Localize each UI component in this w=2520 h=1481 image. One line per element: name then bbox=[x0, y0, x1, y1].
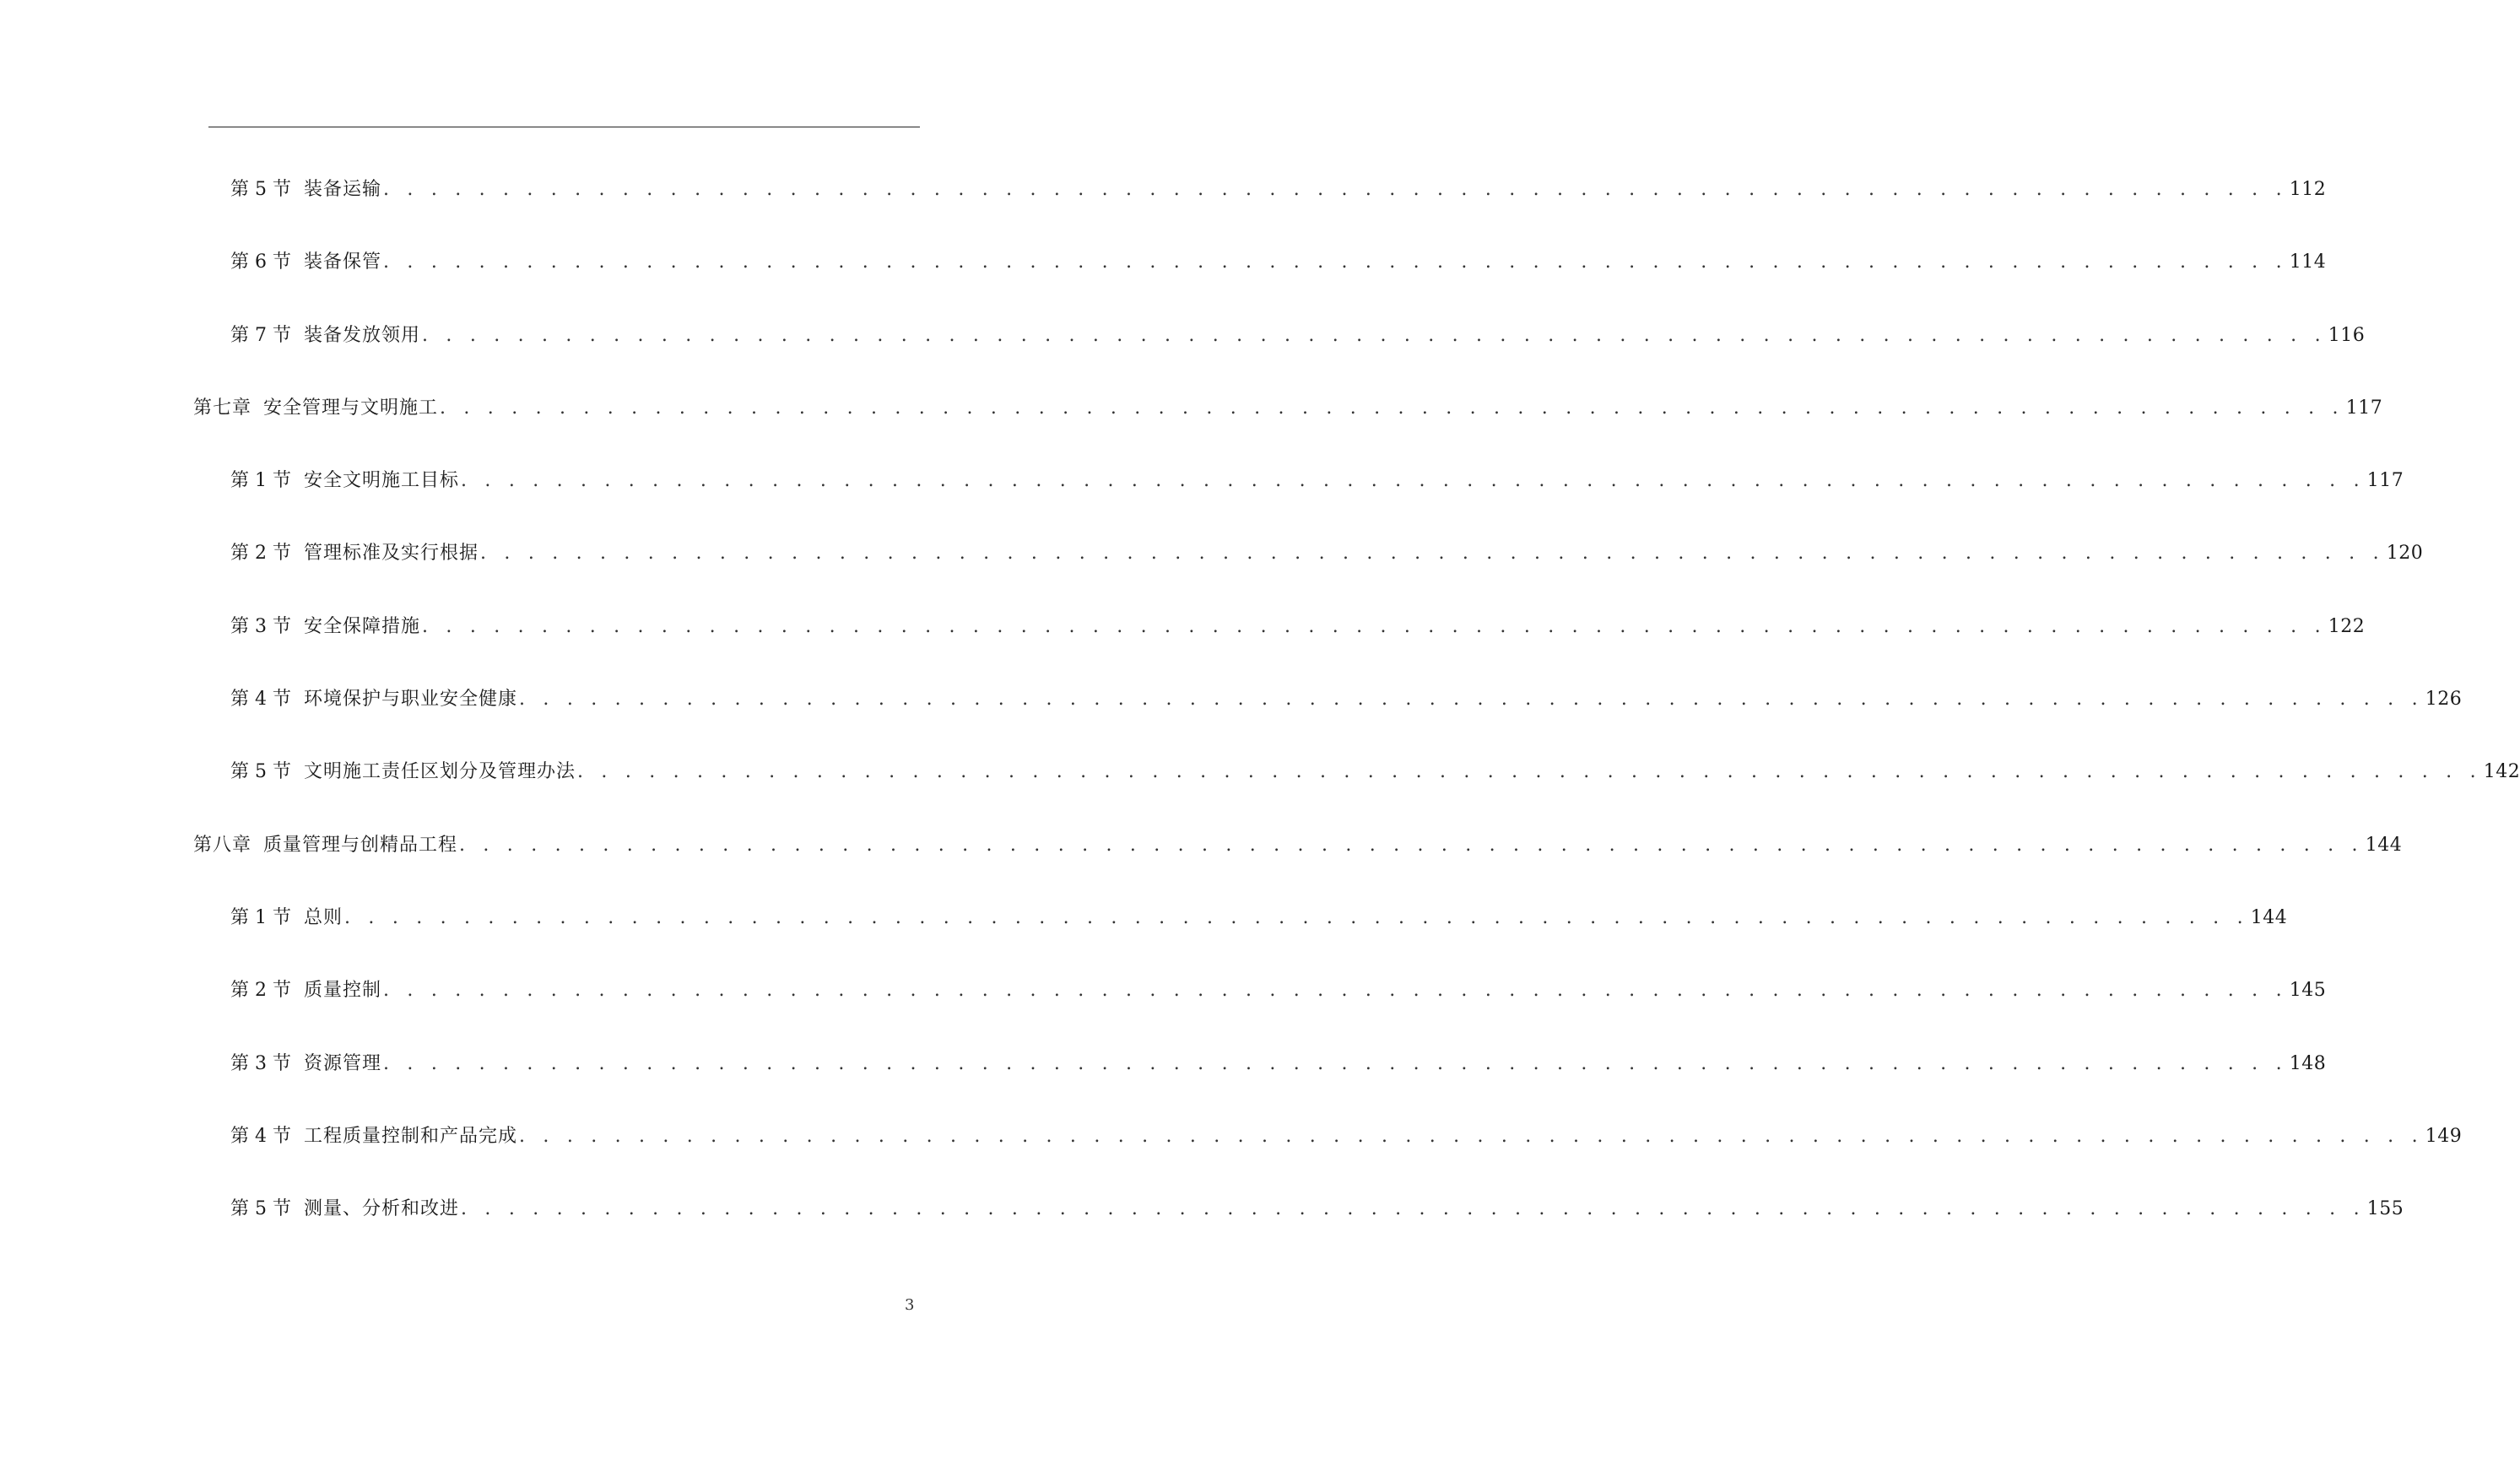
section-number: 3 bbox=[255, 1052, 268, 1074]
toc-page-number: 149 bbox=[2425, 1125, 2463, 1147]
section-prefix: 第 bbox=[230, 470, 251, 492]
toc-entry-title: 质量控制 bbox=[304, 980, 382, 1002]
toc-chapter-entry[interactable] bbox=[0, 831, 2403, 904]
toc-entry-title: 环境保护与职业安全健康 bbox=[304, 689, 518, 711]
toc-entry-title: 安全保障措施 bbox=[304, 615, 421, 637]
section-number: 7 bbox=[255, 324, 268, 346]
section-number: 2 bbox=[255, 543, 268, 565]
section-prefix: 第 bbox=[230, 1125, 251, 1147]
toc-entry-label bbox=[230, 613, 420, 641]
toc-page-number: 117 bbox=[2366, 470, 2404, 492]
dot-leader: . . . . . . . . . . . . . . . . . . . . . . . . . . . . . . . . . . . . . . . . . . . . . . . . . . . . . . . . . . . . . . . . . . . . . . . . . . . . . . . . bbox=[577, 761, 2482, 783]
toc-entry-label bbox=[230, 467, 459, 495]
toc-section-entry[interactable] bbox=[0, 613, 2366, 685]
toc-entry-title: 装备运输 bbox=[304, 179, 382, 200]
toc-page-number: 144 bbox=[2365, 834, 2403, 856]
section-suffix: 节 bbox=[273, 1198, 293, 1220]
dot-leader: . . . . . . . . . . . . . . . . . . . . . . . . . . . . . . . . . . . . . . . . . . . . . . . . . . . . . . . . . . . . . . . . . . . . . . . . . . . . . . . . bbox=[461, 1198, 2366, 1220]
section-number: 3 bbox=[255, 615, 268, 637]
section-prefix: 第 bbox=[230, 906, 251, 928]
section-suffix: 节 bbox=[273, 1125, 293, 1147]
toc-entry-title: 质量管理与创精品工程 bbox=[263, 834, 458, 856]
toc-section-entry[interactable] bbox=[0, 1050, 2327, 1122]
dot-leader: . . . . . . . . . . . . . . . . . . . . . . . . . . . . . . . . . . . . . . . . . . . . . . . . . . . . . . . . . . . . . . . . . . . . . . . . . . . . . . . . bbox=[383, 980, 2288, 1002]
toc-section-entry[interactable] bbox=[0, 976, 2327, 1049]
section-suffix: 节 bbox=[273, 689, 293, 711]
dot-leader: . . . . . . . . . . . . . . . . . . . . . . . . . . . . . . . . . . . . . . . . . . . . . . . . . . . . . . . . . . . . . . . . . . . . . . . . . . . . . . . . bbox=[480, 543, 2385, 565]
toc-section-entry[interactable] bbox=[0, 685, 2463, 758]
dot-leader: . . . . . . . . . . . . . . . . . . . . . . . . . . . . . . . . . . . . . . . . . . . . . . . . . . . . . . . . . . . . . . . . . . . . . . . . . . . . . . . . bbox=[422, 615, 2327, 637]
toc-page-number: 126 bbox=[2425, 689, 2463, 711]
section-prefix: 第 bbox=[230, 1198, 251, 1220]
toc-entry-label bbox=[230, 248, 381, 277]
dot-leader: . . . . . . . . . . . . . . . . . . . . . . . . . . . . . . . . . . . . . . . . . . . . . . . . . . . . . . . . . . . . . . . . . . . . . . . . . . . . . . . . bbox=[422, 324, 2327, 346]
toc-entry-label bbox=[230, 322, 420, 350]
toc-page-number: 120 bbox=[2386, 543, 2424, 565]
toc-page-number: 144 bbox=[2250, 906, 2288, 928]
toc-page-number: 155 bbox=[2366, 1198, 2404, 1220]
section-number: 2 bbox=[255, 980, 268, 1002]
toc-entry-title: 安全管理与文明施工 bbox=[263, 397, 439, 419]
section-prefix: 第 bbox=[230, 543, 251, 565]
section-suffix: 节 bbox=[273, 543, 293, 565]
section-suffix: 节 bbox=[273, 1052, 293, 1074]
toc-page-number: 148 bbox=[2289, 1052, 2327, 1074]
dot-leader: . . . . . . . . . . . . . . . . . . . . . . . . . . . . . . . . . . . . . . . . . . . . . . . . . . . . . . . . . . . . . . . . . . . . . . . . . . . . . . . . bbox=[461, 470, 2366, 492]
section-suffix: 节 bbox=[273, 179, 293, 200]
toc-entry-title: 总则 bbox=[304, 906, 343, 928]
section-number: 4 bbox=[255, 1125, 268, 1147]
section-suffix: 节 bbox=[273, 470, 293, 492]
section-suffix: 节 bbox=[273, 906, 293, 928]
dot-leader: . . . . . . . . . . . . . . . . . . . . . . . . . . . . . . . . . . . . . . . . . . . . . . . . . . . . . . . . . . . . . . . . . . . . . . . . . . . . . . . . bbox=[459, 834, 2364, 856]
section-prefix: 第 bbox=[230, 1052, 251, 1074]
section-prefix: 第 bbox=[230, 179, 251, 200]
toc-section-entry[interactable] bbox=[0, 322, 2366, 394]
toc-page-number: 114 bbox=[2289, 251, 2327, 273]
section-number: 6 bbox=[255, 251, 268, 273]
section-prefix: 第 bbox=[230, 615, 251, 637]
chapter-heading: 第七章 bbox=[193, 397, 252, 419]
dot-leader: . . . . . . . . . . . . . . . . . . . . . . . . . . . . . . . . . . . . . . . . . . . . . . . . . . . . . . . . . . . . . . . . . . . . . . . . . . . . . . . . bbox=[383, 251, 2288, 273]
toc-entry-label bbox=[230, 685, 517, 714]
toc-page-number: 117 bbox=[2345, 397, 2383, 419]
toc-page-number: 142 bbox=[2483, 761, 2520, 783]
toc-entry-label bbox=[193, 394, 438, 423]
toc-entry-label bbox=[230, 976, 381, 1005]
toc-section-entry[interactable] bbox=[0, 539, 2424, 612]
dot-leader: . . . . . . . . . . . . . . . . . . . . . . . . . . . . . . . . . . . . . . . . . . . . . . . . . . . . . . . . . . . . . . . . . . . . . . . . . . . . . . . . bbox=[519, 689, 2424, 711]
section-prefix: 第 bbox=[230, 689, 251, 711]
section-number: 1 bbox=[255, 470, 268, 492]
toc-entry-label bbox=[230, 539, 479, 568]
toc-entry-label bbox=[230, 758, 576, 786]
toc-page-number: 112 bbox=[2289, 179, 2327, 200]
toc-entry-title: 测量、分析和改进 bbox=[304, 1198, 460, 1220]
toc-section-entry[interactable] bbox=[0, 758, 2520, 830]
toc-entry-title: 资源管理 bbox=[304, 1052, 382, 1074]
toc-section-entry[interactable] bbox=[0, 1122, 2463, 1195]
dot-leader: . . . . . . . . . . . . . . . . . . . . . . . . . . . . . . . . . . . . . . . . . . . . . . . . . . . . . . . . . . . . . . . . . . . . . . . . . . . . . . . . bbox=[440, 397, 2344, 419]
toc-section-entry[interactable] bbox=[0, 467, 2404, 539]
toc-page-number: 145 bbox=[2289, 980, 2327, 1002]
section-suffix: 节 bbox=[273, 615, 293, 637]
toc-page-number: 122 bbox=[2328, 615, 2366, 637]
dot-leader: . . . . . . . . . . . . . . . . . . . . . . . . . . . . . . . . . . . . . . . . . . . . . . . . . . . . . . . . . . . . . . . . . . . . . . . . . . . . . . . . bbox=[519, 1125, 2424, 1147]
section-suffix: 节 bbox=[273, 761, 293, 783]
section-number: 1 bbox=[255, 906, 268, 928]
toc-entry-label bbox=[230, 176, 381, 204]
section-number: 5 bbox=[255, 179, 268, 200]
toc-page-number: 116 bbox=[2328, 324, 2366, 346]
toc-entry-label bbox=[230, 1195, 459, 1224]
section-number: 5 bbox=[255, 1198, 268, 1220]
section-prefix: 第 bbox=[230, 324, 251, 346]
page-number: 3 bbox=[905, 1296, 915, 1314]
toc-entry-title: 装备保管 bbox=[304, 251, 382, 273]
toc-section-entry[interactable] bbox=[0, 248, 2327, 321]
dot-leader: . . . . . . . . . . . . . . . . . . . . . . . . . . . . . . . . . . . . . . . . . . . . . . . . . . . . . . . . . . . . . . . . . . . . . . . . . . . . . . . . bbox=[344, 906, 2249, 928]
section-prefix: 第 bbox=[230, 251, 251, 273]
toc-entry-title: 装备发放领用 bbox=[304, 324, 421, 346]
toc-entry-label bbox=[230, 1050, 381, 1078]
toc-section-entry[interactable] bbox=[0, 1195, 2404, 1267]
section-suffix: 节 bbox=[273, 251, 293, 273]
toc-section-entry[interactable] bbox=[0, 904, 2288, 976]
toc-entry-title: 文明施工责任区划分及管理办法 bbox=[304, 761, 576, 783]
toc-chapter-entry[interactable] bbox=[0, 394, 2383, 467]
toc-entry-title: 管理标准及实行根据 bbox=[304, 543, 479, 565]
section-prefix: 第 bbox=[230, 980, 251, 1002]
toc-section-entry[interactable] bbox=[0, 176, 2327, 248]
section-suffix: 节 bbox=[273, 324, 293, 346]
section-number: 4 bbox=[255, 689, 268, 711]
toc-entry-title: 安全文明施工目标 bbox=[304, 470, 460, 492]
section-number: 5 bbox=[255, 761, 268, 783]
section-prefix: 第 bbox=[230, 761, 251, 783]
table-of-contents bbox=[0, 176, 2520, 1267]
toc-entry-title: 工程质量控制和产品完成 bbox=[304, 1125, 518, 1147]
chapter-heading: 第八章 bbox=[193, 834, 252, 856]
dot-leader: . . . . . . . . . . . . . . . . . . . . . . . . . . . . . . . . . . . . . . . . . . . . . . . . . . . . . . . . . . . . . . . . . . . . . . . . . . . . . . . . bbox=[383, 179, 2288, 200]
toc-entry-label bbox=[193, 831, 457, 860]
toc-entry-label bbox=[230, 1122, 517, 1151]
dot-leader: . . . . . . . . . . . . . . . . . . . . . . . . . . . . . . . . . . . . . . . . . . . . . . . . . . . . . . . . . . . . . . . . . . . . . . . . . . . . . . . . bbox=[383, 1052, 2288, 1074]
toc-entry-label bbox=[230, 904, 343, 932]
section-suffix: 节 bbox=[273, 980, 293, 1002]
